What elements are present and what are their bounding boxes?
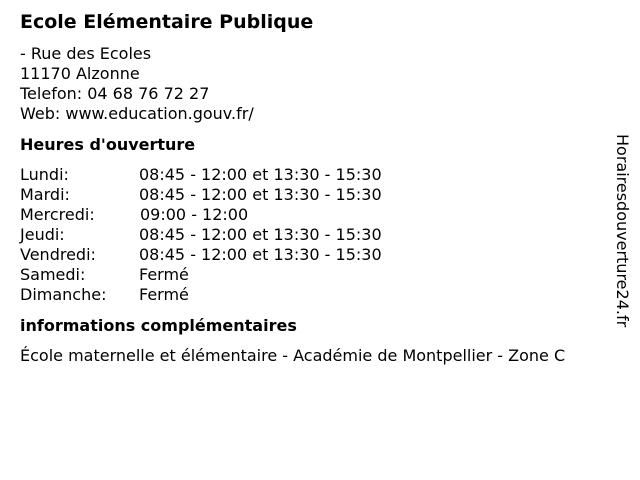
address-web: Web: www.education.gouv.fr/ — [20, 104, 254, 123]
hours-day: Samedi: — [20, 265, 86, 284]
hours-time: Fermé — [139, 285, 189, 304]
hours-row-thursday — [20, 225, 620, 245]
opening-hours-list — [20, 165, 620, 305]
address-city: 11170 Alzonne — [20, 64, 140, 83]
site-watermark: Horairesdouverture24.fr — [613, 134, 632, 328]
address-block — [20, 44, 620, 124]
hours-time: 09:00 - 12:00 — [140, 205, 249, 224]
school-card — [20, 10, 620, 366]
hours-row-sunday — [20, 285, 620, 305]
hours-day: Dimanche: — [20, 285, 107, 304]
school-name: Ecole Elémentaire Publique — [20, 11, 314, 33]
hours-day: Jeudi: — [20, 225, 65, 244]
address-street: - Rue des Ecoles — [20, 44, 152, 63]
hours-row-friday — [20, 245, 620, 265]
hours-time: 08:45 - 12:00 et 13:30 - 15:30 — [139, 185, 382, 204]
hours-day: Mercredi: — [20, 205, 95, 224]
hours-row-saturday — [20, 265, 620, 285]
hours-time: 08:45 - 12:00 et 13:30 - 15:30 — [139, 225, 382, 244]
address-phone: Telefon: 04 68 76 72 27 — [20, 84, 210, 103]
hours-time: 08:45 - 12:00 et 13:30 - 15:30 — [139, 245, 382, 264]
hours-day: Lundi: — [20, 165, 69, 184]
hours-row-tuesday — [20, 185, 620, 205]
additional-info-text: École maternelle et élémentaire - Académie de Montpellier - Zone C — [20, 346, 566, 365]
hours-row-monday — [20, 165, 620, 185]
opening-hours-title: Heures d'ouverture — [20, 135, 196, 154]
hours-time: Fermé — [139, 265, 189, 284]
hours-day: Vendredi: — [20, 245, 96, 264]
hours-day: Mardi: — [20, 185, 70, 204]
hours-row-wednesday — [20, 205, 620, 225]
hours-time: 08:45 - 12:00 et 13:30 - 15:30 — [139, 165, 382, 184]
additional-info-title: informations complémentaires — [20, 316, 297, 335]
